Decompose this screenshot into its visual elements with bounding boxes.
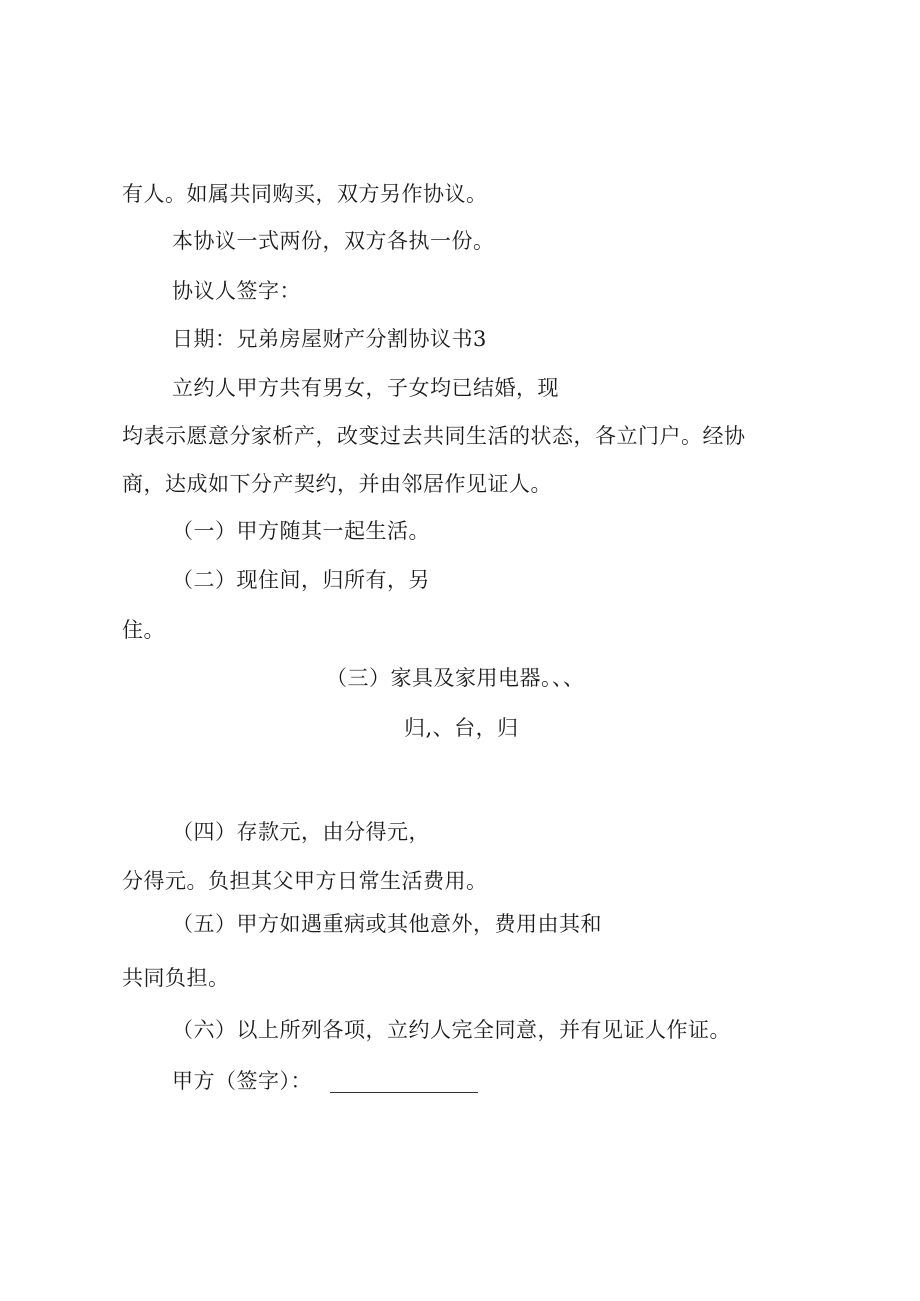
text-line-7: 商，达成如下分产契约，并由邻居作见证人。 xyxy=(122,472,552,496)
text-line-4: 日期：兄弟房屋财产分割协议书3 xyxy=(172,327,487,351)
text-line-12: 归,、台，归 xyxy=(404,716,519,740)
text-line-16: 共同负担。 xyxy=(122,966,230,990)
text-line-14: 分得元。负担其父甲方日常生活费用。 xyxy=(122,869,488,893)
text-line-6: 均表示愿意分家析产，改变过去共同生活的状态，各立门户。经协 xyxy=(122,424,746,448)
text-line-15: （五）甲方如遇重病或其他意外，费用由其和 xyxy=(172,912,602,936)
text-line-10: 住。 xyxy=(122,618,165,642)
signature-blank xyxy=(330,1072,478,1093)
signature-label: 甲方（签字）： xyxy=(172,1069,312,1093)
signature-row xyxy=(172,1069,478,1093)
text-line-11: （三）家具及家用电器。、、 xyxy=(326,666,585,690)
text-line-5: 立约人甲方共有男女，子女均已结婚，现 xyxy=(172,376,559,400)
text-line-3: 协议人签字： xyxy=(172,279,301,303)
text-line-13: （四）存款元，由分得元， xyxy=(172,820,430,844)
text-line-1: 有人。如属共同购买，双方另作协议。 xyxy=(122,182,488,206)
text-line-8: （一）甲方随其一起生活。 xyxy=(172,519,430,543)
text-line-17: （六）以上所列各项，立约人完全同意，并有见证人作证。 xyxy=(172,1018,731,1042)
text-line-2: 本协议一式两份，双方各执一份。 xyxy=(172,229,495,253)
text-line-9: （二）现住间，归所有，另 xyxy=(172,568,430,592)
